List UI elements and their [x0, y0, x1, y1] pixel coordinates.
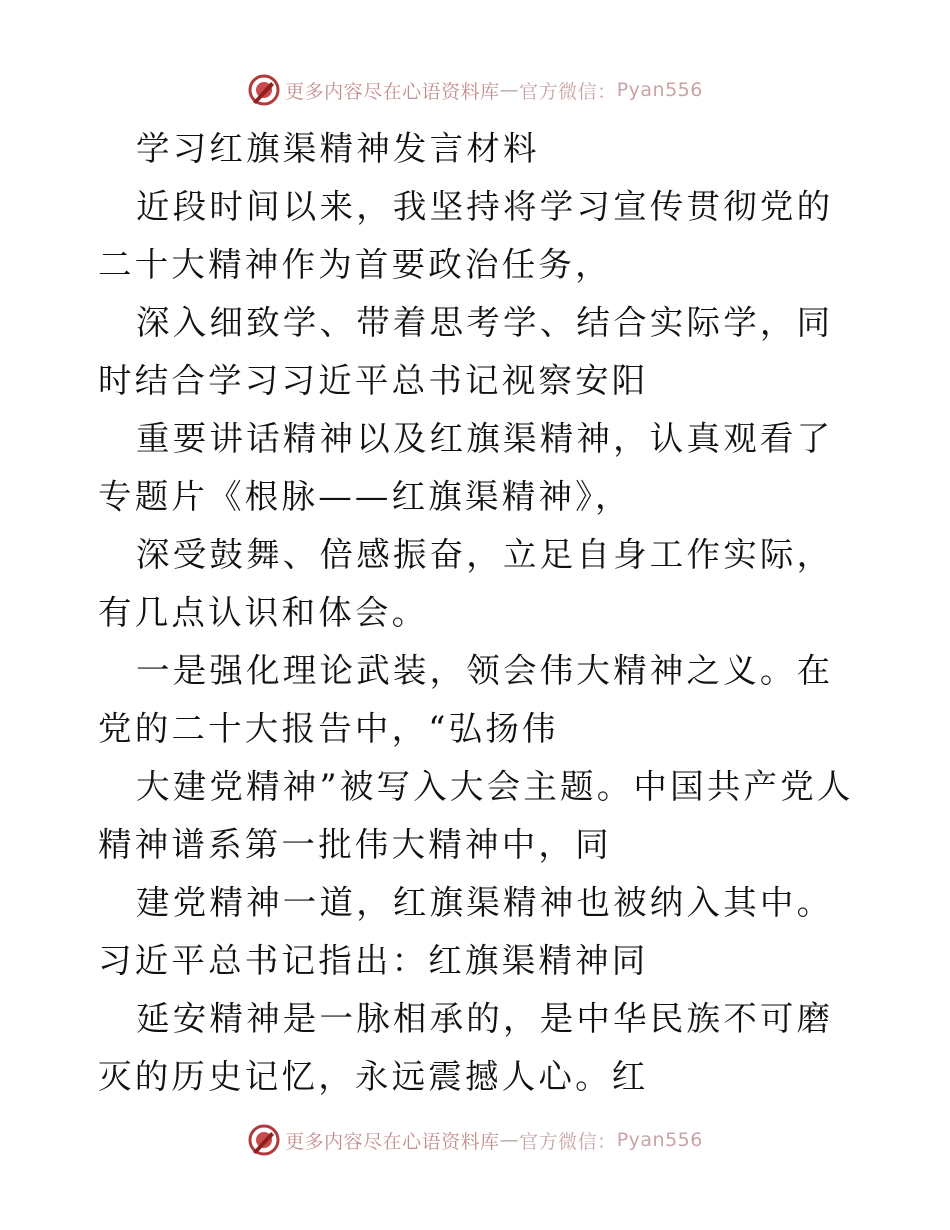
- paragraph: 重要讲话精神以及红旗渠精神，认真观看了专题片《根脉——红旗渠精神》，: [98, 419, 834, 516]
- document-title: 学习红旗渠精神发言材料: [136, 129, 540, 168]
- watermark-account-label: 官方微信：: [519, 80, 617, 103]
- watermark-separator: —: [499, 1129, 520, 1151]
- watermark-account: Pyan556: [616, 79, 703, 101]
- watermark-account-label: 官方微信：: [519, 1130, 617, 1153]
- watermark-account: Pyan556: [616, 1129, 703, 1151]
- watermark-main-text: 更多内容尽在心语资料库: [285, 1130, 500, 1153]
- header-watermark: [0, 70, 950, 110]
- footer-watermark: [0, 1120, 950, 1160]
- pen-logo-icon: [247, 73, 281, 107]
- pen-logo-icon: [247, 1123, 281, 1157]
- paragraph: 建党精神一道，红旗渠精神也被纳入其中。习近平总书记指出：红旗渠精神同: [98, 883, 834, 980]
- document-body: [98, 120, 858, 1106]
- paragraph: 深入细致学、带着思考学、结合实际学，同时结合学习习近平总书记视察安阳: [98, 303, 834, 400]
- watermark-main-text: 更多内容尽在心语资料库: [285, 80, 500, 103]
- paragraph: 一是强化理论武装，领会伟大精神之义。在党的二十大报告中，“弘扬伟: [98, 651, 834, 748]
- paragraph: 延安精神是一脉相承的，是中华民族不可磨灭的历史记忆，永远震撼人心。红: [98, 999, 834, 1096]
- watermark-separator: —: [499, 79, 520, 101]
- paragraph: 近段时间以来，我坚持将学习宣传贯彻党的二十大精神作为首要政治任务，: [98, 187, 834, 284]
- paragraph: 深受鼓舞、倍感振奋，立足自身工作实际，有几点认识和体会。: [98, 535, 834, 632]
- paragraph: 大建党精神”被写入大会主题。中国共产党人精神谱系第一批伟大精神中，同: [98, 767, 854, 864]
